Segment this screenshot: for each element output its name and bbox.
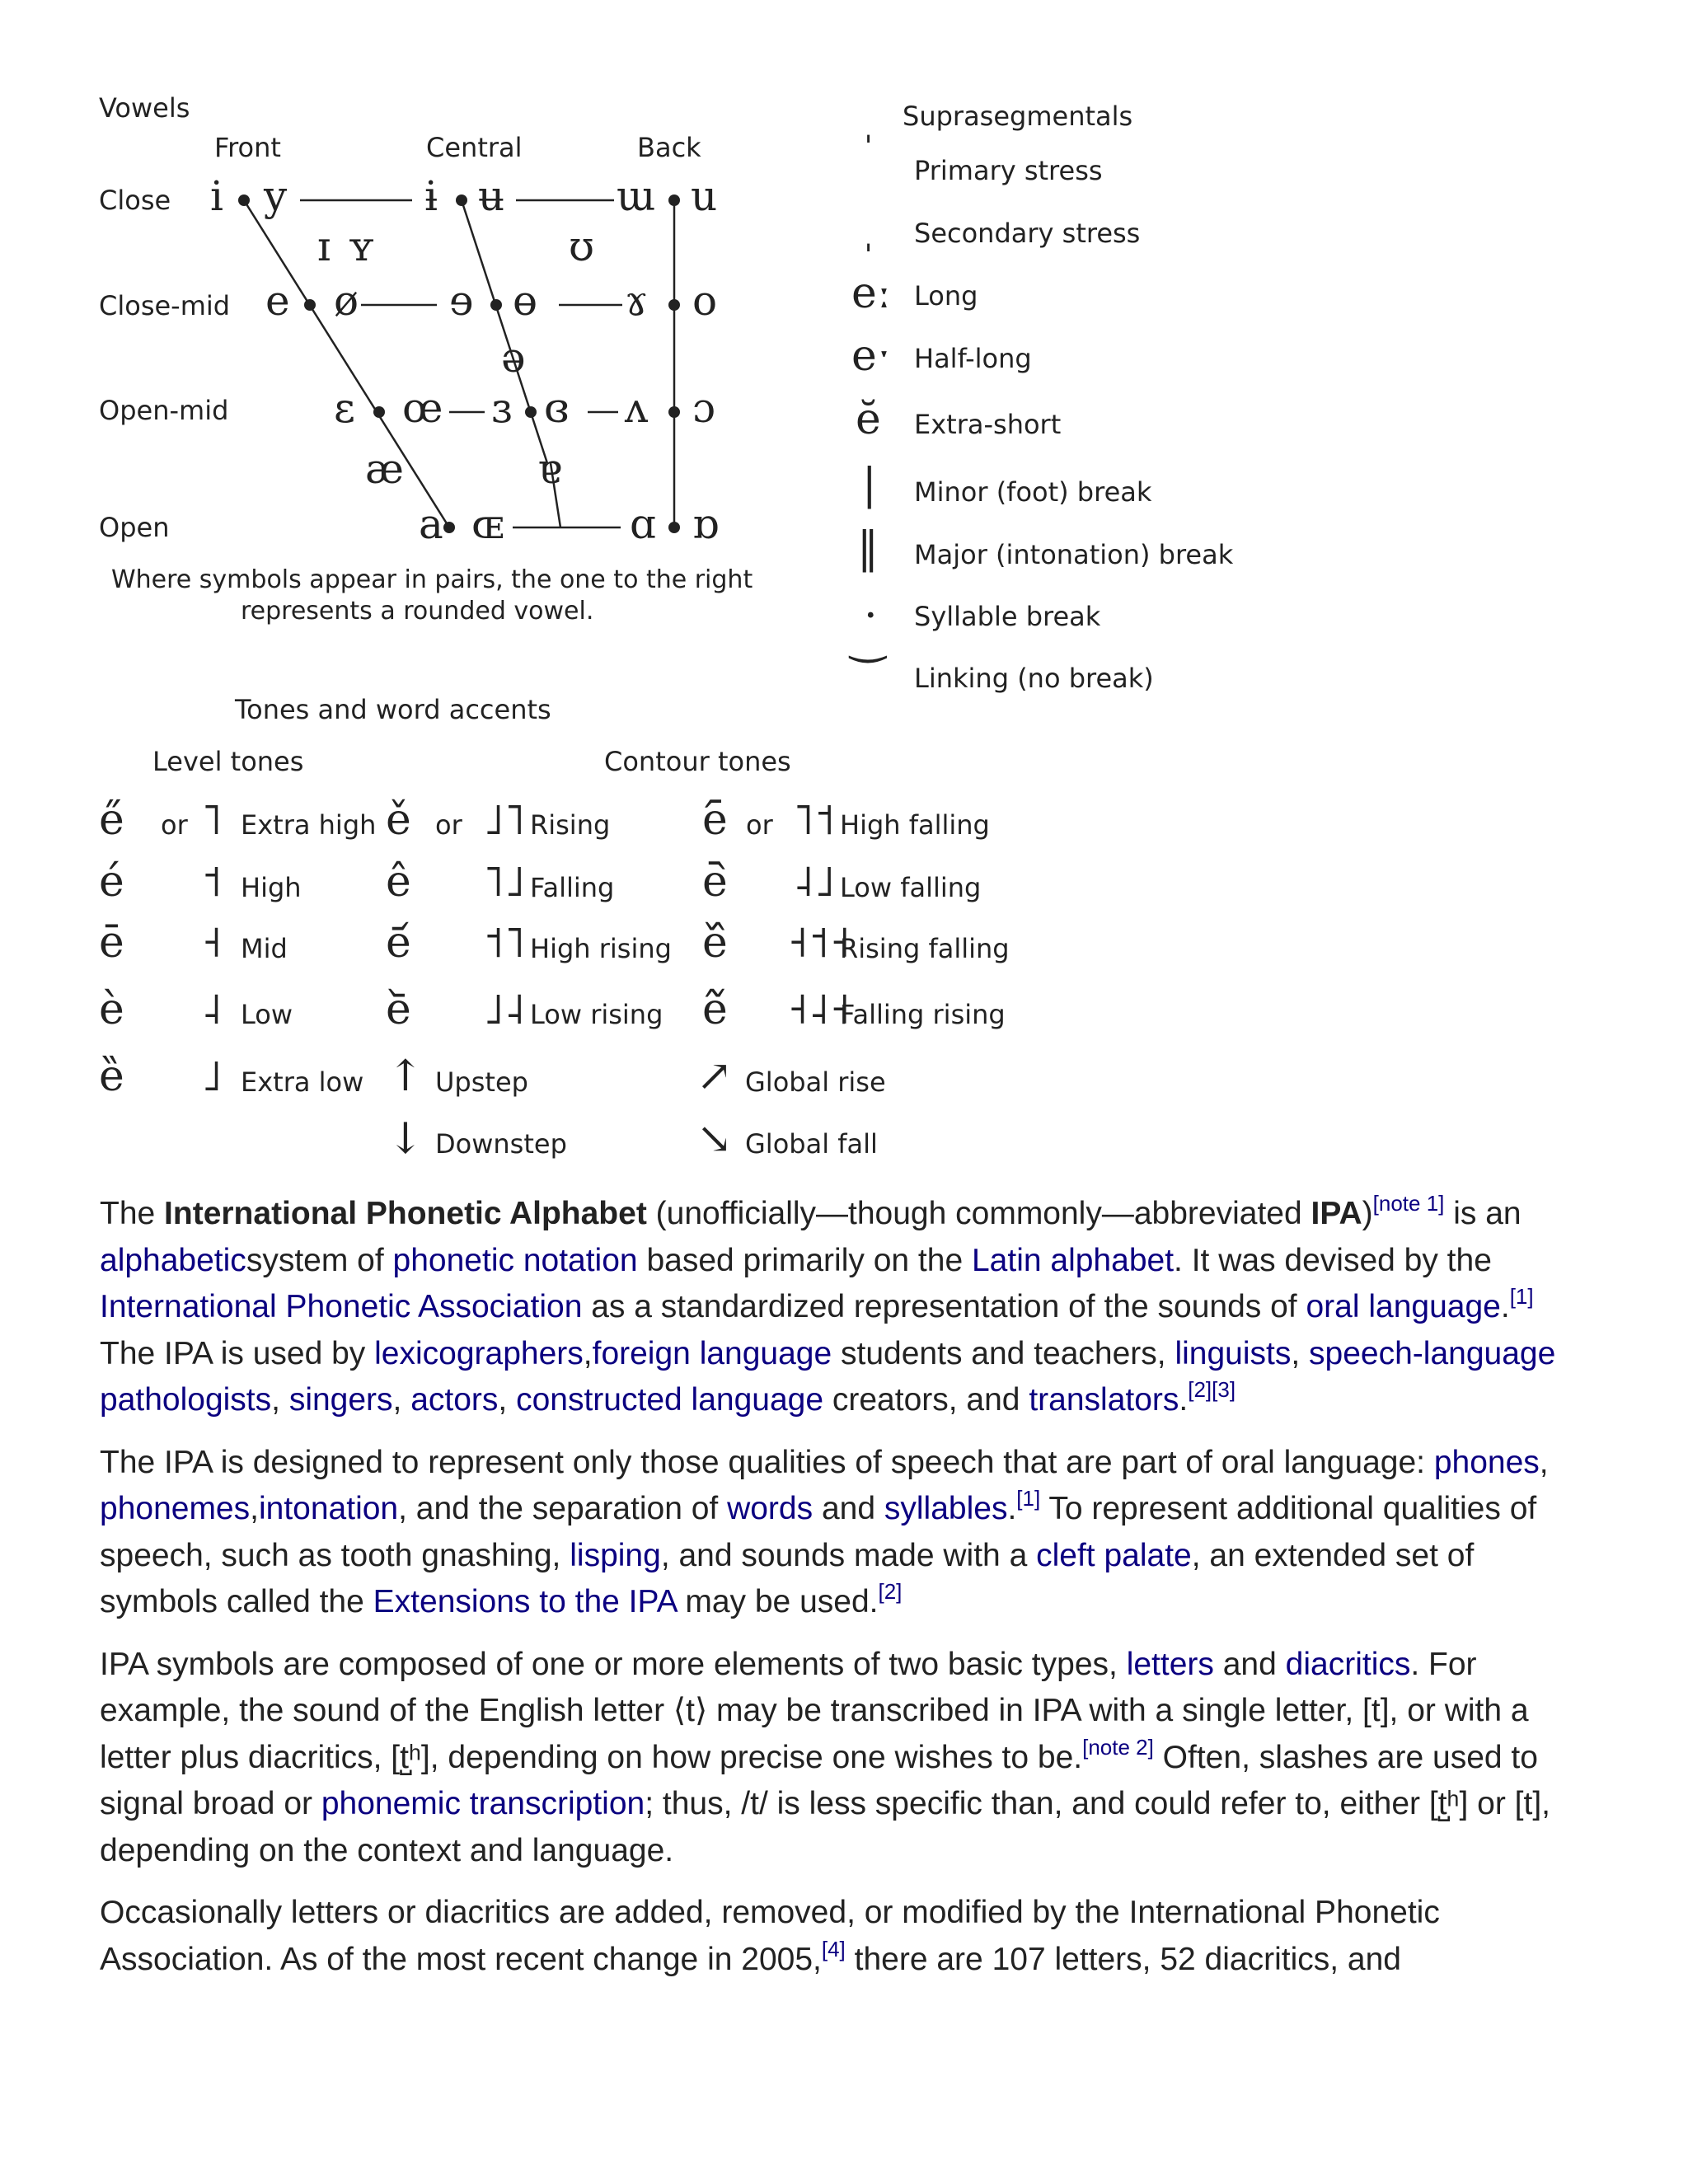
falling-diacritic: ê — [386, 857, 411, 907]
high-falling-label: High falling — [840, 809, 990, 841]
text: Often, slashes are used to signal broad or — [100, 1739, 1538, 1821]
high-falling-tone-letter: ˥˦ — [793, 795, 836, 845]
footnote-link — [1372, 1191, 1445, 1231]
footnote-ref[interactable]: [1] — [1016, 1486, 1041, 1511]
tones-title: Tones and word accents — [235, 694, 551, 725]
linking-symbol: ‿ — [851, 614, 885, 663]
link-phonemic-transcription[interactable]: phonemic transcription — [321, 1786, 645, 1821]
rising-tone-letter: ˩˥ — [483, 795, 526, 845]
or-text: or — [435, 809, 462, 841]
or-text: or — [746, 809, 773, 841]
text: , — [1291, 1335, 1310, 1371]
vowel-reversed-e: ɘ — [449, 277, 474, 325]
column-central: Central — [426, 132, 523, 163]
text: and — [1213, 1646, 1286, 1682]
vowel-small-cap-oe: ɶ — [471, 500, 504, 548]
high-diacritic: é — [99, 857, 124, 907]
minor-break-label: Minor (foot) break — [914, 476, 1152, 508]
link-phonetic-notation[interactable]: phonetic notation — [392, 1242, 638, 1278]
link-extensions-to-the-ipa[interactable]: Extensions to the IPA — [373, 1584, 677, 1619]
text: may be used. — [676, 1584, 879, 1619]
link-diacritics[interactable]: diacritics — [1285, 1646, 1411, 1682]
footnote-ref[interactable]: [note 2] — [1082, 1734, 1154, 1760]
text: system of — [246, 1242, 393, 1278]
text: ) — [1362, 1196, 1373, 1231]
low-tone-letter: ˨ — [201, 985, 223, 1034]
vowels-title: Vowels — [99, 92, 190, 124]
falling-rising-tone-letter: ˧˨˧ — [787, 985, 851, 1034]
vowel-dot-close-mid-front — [304, 299, 316, 311]
text: . It was devised by the — [1174, 1242, 1492, 1278]
vowel-barred-o: ɵ — [513, 277, 538, 325]
vowel-dot-close-mid-central — [490, 299, 502, 311]
high-falling-diacritic: e᷇ — [702, 795, 728, 845]
linking-label: Linking (no break) — [914, 663, 1154, 694]
extra-short-symbol: ĕ — [856, 395, 881, 444]
column-front: Front — [214, 132, 281, 163]
mid-diacritic: ē — [99, 918, 124, 968]
vowel-ash: æ — [365, 445, 404, 493]
footnote-link — [1082, 1734, 1154, 1775]
link-translators[interactable]: translators — [1029, 1382, 1179, 1418]
rising-falling-label: Rising falling — [840, 933, 1010, 964]
bold-term: International Phonetic Alphabet — [164, 1196, 647, 1231]
high-rising-label: High rising — [530, 933, 672, 964]
text: based primarily on the — [637, 1242, 972, 1278]
falling-label: Falling — [530, 872, 615, 903]
text: , — [392, 1382, 411, 1418]
low-diacritic: è — [99, 985, 124, 1034]
link-singers[interactable]: singers — [288, 1382, 393, 1418]
text: , — [250, 1491, 259, 1526]
vowel-i: i — [210, 172, 223, 220]
row-open: Open — [99, 512, 170, 543]
link-lisping[interactable]: lisping — [570, 1537, 661, 1573]
global-fall-label: Global fall — [745, 1128, 878, 1160]
text: is an — [1444, 1196, 1522, 1231]
mid-label: Mid — [241, 933, 288, 964]
vowel-schwa: ə — [501, 334, 526, 382]
global-rise-arrow: ↗ — [696, 1052, 733, 1101]
text: (unofficially—though commonly—abbreviated — [646, 1196, 1311, 1231]
link-cleft-palate[interactable]: cleft palate — [1036, 1537, 1192, 1573]
link-foreign-language[interactable]: foreign language — [592, 1335, 832, 1371]
or-text: or — [161, 809, 188, 841]
downstep-arrow: ↓ — [387, 1114, 424, 1164]
vowel-open-e: ɛ — [334, 384, 355, 432]
link-linguists[interactable]: linguists — [1175, 1335, 1292, 1371]
front-trapezoid-line — [244, 200, 449, 527]
footnote-link — [1016, 1486, 1041, 1526]
text: The IPA is designed to represent only those qualities of speech that are part of oral language: — [100, 1444, 1434, 1480]
falling-rising-label: Falling rising — [840, 999, 1006, 1030]
high-rising-tone-letter: ˦˥ — [483, 918, 526, 968]
text: . — [1007, 1491, 1017, 1526]
falling-tone-letter: ˥˩ — [483, 857, 526, 907]
half-long-label: Half-long — [914, 343, 1032, 374]
contour-tones-title: Contour tones — [604, 746, 791, 777]
secondary-stress-label: Secondary stress — [914, 218, 1141, 249]
paragraph-4 — [100, 1890, 1592, 1983]
low-falling-tone-letter: ˨˩ — [793, 857, 836, 907]
rising-falling-tone-letter: ˧˦˧ — [787, 918, 851, 968]
link-alphabetic[interactable]: alphabetic — [100, 1242, 246, 1278]
text: The — [100, 1196, 165, 1231]
minor-break-symbol: | — [862, 460, 877, 509]
extra-short-label: Extra-short — [914, 409, 1062, 440]
text: The IPA is used by — [100, 1335, 375, 1371]
vowel-reversed-open-e: ɜ — [491, 384, 513, 432]
footnote-link — [1188, 1377, 1212, 1418]
vowel-rams-horn: ɤ — [625, 277, 649, 325]
vowel-small-cap-i: ɪ — [317, 223, 331, 270]
footnote-ref[interactable]: [1] — [1509, 1284, 1534, 1309]
link-actors[interactable]: actors — [410, 1382, 499, 1418]
rising-label: Rising — [530, 809, 611, 841]
bold-term: IPA — [1311, 1196, 1362, 1231]
rising-falling-diacritic: e᷈ — [702, 918, 728, 968]
article-body — [100, 1191, 1592, 1999]
long-label: Long — [914, 280, 978, 312]
link-words[interactable]: words — [727, 1491, 814, 1526]
high-rising-diacritic: e᷄ — [386, 918, 411, 968]
text: . For example, the sound of the English letter ⟨t⟩ may be transcribed in IPA with a single letter, [t], or with a letter plus diacritics, [t̺ʰ], depending on how precise one wishes to be. — [100, 1646, 1529, 1775]
vowel-barred-i: ɨ — [424, 172, 438, 220]
extra-low-label: Extra low — [241, 1066, 364, 1098]
vowel-dot-open-back — [668, 522, 680, 533]
text: and — [813, 1491, 884, 1526]
vowel-oe: œ — [402, 384, 443, 432]
row-close: Close — [99, 185, 171, 216]
text: . — [1500, 1289, 1510, 1324]
vowel-dot-close-mid-back — [668, 299, 680, 311]
extra-high-diacritic: e̋ — [99, 795, 124, 845]
vowel-closed-reversed-open-e: ɞ — [544, 384, 570, 432]
text: To represent additional qualities of speech, such as tooth gnashing, — [100, 1491, 1537, 1573]
upstep-arrow: ↑ — [387, 1052, 424, 1101]
vowel-caption-line1: Where symbols appear in pairs, the one to the right — [111, 565, 753, 594]
vowel-dot-open-mid-front — [373, 406, 385, 418]
paragraph-3 — [100, 1642, 1592, 1875]
vowel-dot-close-central — [456, 194, 467, 206]
link-intonation[interactable]: intonation — [258, 1491, 399, 1526]
vowel-turned-script-a: ɒ — [692, 500, 720, 548]
text: , an extended set of symbols called the — [100, 1537, 1475, 1619]
text: there are 107 letters, 52 diacritics, and — [845, 1941, 1401, 1977]
half-long-symbol: eˑ — [851, 331, 892, 381]
text: , — [271, 1382, 289, 1418]
vowel-u: u — [691, 172, 718, 220]
vowel-upsilon: ʊ — [569, 223, 595, 270]
footnote-ref[interactable]: [3] — [1212, 1377, 1236, 1402]
row-close-mid: Close-mid — [99, 290, 231, 321]
text: , and the separation of — [398, 1491, 728, 1526]
vowel-o: o — [692, 277, 718, 325]
vowel-script-a: ɑ — [630, 500, 657, 548]
column-back: Back — [637, 132, 701, 163]
vowel-dot-close-back — [668, 194, 680, 206]
high-tone-letter: ˦ — [201, 857, 223, 907]
paragraph-1 — [100, 1191, 1592, 1424]
text: IPA symbols are composed of one or more elements of two basic types, — [100, 1646, 1127, 1682]
footnote-link — [1509, 1284, 1534, 1324]
row-open-mid: Open-mid — [99, 395, 229, 426]
vowel-a: a — [419, 500, 443, 548]
low-rising-diacritic: e᷅ — [386, 985, 411, 1034]
link-lexicographers[interactable]: lexicographers — [374, 1335, 584, 1371]
link-syllables[interactable]: syllables — [884, 1491, 1008, 1526]
link-latin-alphabet[interactable]: Latin alphabet — [971, 1242, 1175, 1278]
text: ; thus, /t/ is less specific than, and could refer to, either [t̺ʰ] or [t], depending on the context and language. — [100, 1786, 1550, 1868]
long-symbol: eː — [851, 269, 892, 318]
upstep-label: Upstep — [435, 1066, 528, 1098]
footnote-link — [878, 1579, 903, 1619]
secondary-stress-symbol: ˌ — [864, 218, 873, 255]
vowel-dot-open-front — [443, 522, 455, 533]
text: , — [1539, 1444, 1549, 1480]
rising-diacritic: ě — [386, 795, 411, 845]
text: . — [1179, 1382, 1189, 1418]
link-letters[interactable]: letters — [1126, 1646, 1214, 1682]
text: Occasionally letters or diacritics are added, removed, or modified by the International Phonetic Association. As of the most recent change in 2005, — [100, 1895, 1440, 1977]
vowel-turned-a: ɐ — [537, 445, 562, 493]
falling-rising-diacritic: e᷉ — [702, 985, 728, 1034]
vowel-small-cap-y: ʏ — [348, 223, 375, 270]
primary-stress-symbol: ˈ — [864, 130, 873, 168]
link-international-phonetic-association[interactable]: International Phonetic Association — [100, 1289, 583, 1324]
footnote-ref[interactable]: [2] — [1188, 1377, 1212, 1402]
syllable-break-label: Syllable break — [914, 601, 1101, 632]
paragraph-2 — [100, 1440, 1592, 1626]
primary-stress-label: Primary stress — [914, 155, 1103, 186]
global-fall-arrow: ↘ — [696, 1114, 733, 1164]
link-phonemes[interactable]: phonemes — [100, 1491, 251, 1526]
extra-low-tone-letter: ˩ — [201, 1052, 223, 1101]
footnote-link — [1212, 1377, 1236, 1418]
vowel-dot-close-front — [238, 194, 250, 206]
level-tones-title: Level tones — [152, 746, 304, 777]
vowel-turned-v: ʌ — [625, 384, 649, 432]
link-speech-language-pathologists[interactable]: speech-language pathologists — [100, 1335, 1556, 1418]
extra-high-label: Extra high — [241, 809, 377, 841]
footnote-ref[interactable]: [note 1] — [1372, 1191, 1445, 1216]
vowel-dot-open-mid-central — [525, 406, 537, 418]
vowel-dot-open-mid-back — [668, 406, 680, 418]
link-oral-language[interactable]: oral language — [1306, 1289, 1501, 1324]
footnote-ref[interactable]: [2] — [878, 1579, 903, 1604]
major-break-label: Major (intonation) break — [914, 539, 1234, 570]
low-label: Low — [241, 999, 293, 1030]
link-phones[interactable]: phones — [1433, 1444, 1540, 1480]
text: , — [498, 1382, 517, 1418]
vowel-turned-m: ɯ — [617, 172, 656, 220]
link-constructed-language[interactable]: constructed language — [516, 1382, 824, 1418]
text: students and teachers, — [832, 1335, 1175, 1371]
syllable-break-symbol: . — [864, 579, 878, 628]
vowel-open-o: ɔ — [692, 384, 716, 432]
extra-low-diacritic: ȅ — [99, 1052, 124, 1101]
vowel-caption-line2: represents a rounded vowel. — [241, 597, 594, 626]
vowel-e: e — [265, 277, 290, 325]
vowel-y: y — [264, 172, 288, 220]
extra-high-tone-letter: ˥ — [201, 795, 223, 845]
vowel-barred-u: ʉ — [478, 172, 505, 220]
text: creators, and — [823, 1382, 1029, 1418]
vowel-o-slash: ø — [334, 277, 359, 325]
mid-tone-letter: ˧ — [201, 918, 223, 968]
text: , and sounds made with a — [660, 1537, 1037, 1573]
text: , — [583, 1335, 593, 1371]
low-rising-tone-letter: ˩˨ — [483, 985, 526, 1034]
suprasegmentals-title: Suprasegmentals — [903, 101, 1133, 132]
low-rising-label: Low rising — [530, 999, 663, 1030]
global-rise-label: Global rise — [745, 1066, 886, 1098]
major-break-symbol: ‖ — [857, 523, 879, 573]
low-falling-label: Low falling — [840, 872, 982, 903]
downstep-label: Downstep — [435, 1128, 567, 1160]
footnote-ref[interactable]: [4] — [821, 1936, 846, 1961]
high-label: High — [241, 872, 302, 903]
text: as a standardized representation of the sounds of — [582, 1289, 1306, 1324]
footnote-link — [821, 1936, 846, 1977]
low-falling-diacritic: e᷆ — [702, 857, 728, 907]
